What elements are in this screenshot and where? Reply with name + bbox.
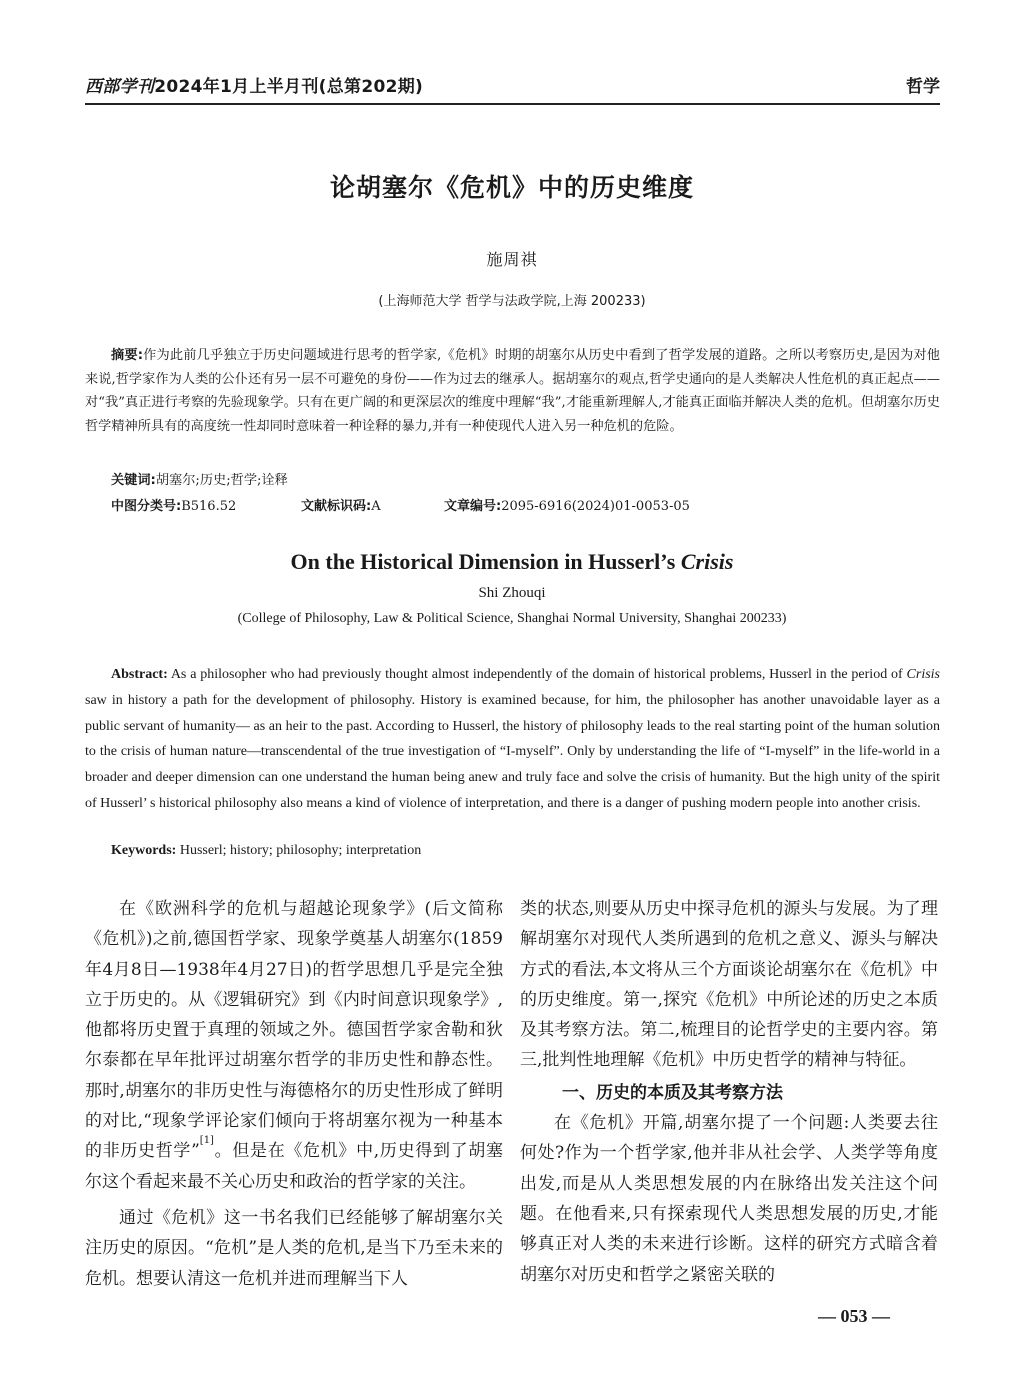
- author-name: 施周祺: [486, 250, 538, 269]
- keywords-english: [111, 843, 421, 859]
- article-number: [444, 495, 690, 514]
- body-paragraph: [85, 894, 503, 1197]
- abstract-en-text-2: saw in history a path for the development of philosophy. History is examined because, for him, the philosopher has another unavoidable layer as a public servant of humanity— as an heir to the past. According to Husserl, the history of philosophy leads to the real starting point of the human solution to the crisis of human nature—transcendental of the true investigation of “I-myself”. Only by understanding the life of “I-myself” in the life-world in a broader and deeper dimension can one understand the human being anew and truly face and solve the crisis of humanity. But the high unity of the spirit of Husserl’ s historical philosophy also means a kind of violence of interpretation, and there is a danger of pushing modern people into another crisis.: [85, 692, 940, 811]
- running-header: [85, 72, 940, 102]
- body-paragraph: 在《危机》开篇,胡塞尔提了一个问题:人类要去往何处?作为一个哲学家,他并非从社会学、人类学等角度出发,而是从人类思想发展的内在脉络出发关注这个问题。在他看来,只有探索现代人类思想发展的历史,才能够真正对人类的未来进行诊断。这样的研究方式暗含着胡塞尔对历史和哲学之紧密关联的: [520, 1113, 938, 1285]
- document-code: [301, 495, 381, 514]
- abstract-cn-text: 作为此前几乎独立于历史问题域进行思考的哲学家,《危机》时期的胡塞尔从历史中看到了哲学发展的道路。之所以考察历史,是因为对他来说,哲学家作为人类的公仆还有另一层不可避免的身份——作为过去的继承人。据胡塞尔的观点,哲学史通向的是人类解决人性危机的真正起点——对“我”真正进行考察的先验现象学。只有在更广阔的和更深层次的维度中理解“我”,才能重新理解人,才能真正面临并解决人类的危机。但胡塞尔历史哲学精神所具有的高度统一性却同时意味着一种诠释的暴力,并有一种使现代人进入另一种危机的危险。: [85, 348, 940, 434]
- en-title-italic: Crisis: [680, 549, 734, 574]
- body-column-right: [520, 894, 938, 1290]
- body-text: 。但是在《危机》中,历史得到了胡塞尔这个看起来最不关心历史和政治的哲学家的关注。: [85, 1141, 503, 1192]
- keywords-en-text: Husserl; history; philosophy; interpretation: [176, 843, 422, 858]
- section-heading: 一、历史的本质及其考察方法: [562, 1082, 783, 1103]
- header-journal-info: [85, 72, 423, 97]
- keywords-en-label: Keywords:: [111, 843, 177, 858]
- en-title-main: On the Historical Dimension in Husserl’s: [290, 549, 681, 574]
- body-paragraph: 通过《危机》这一书名我们已经能够了解胡塞尔关注历史的原因。“危机”是人类的危机,是当下乃至未来的危机。想要认清这一危机并进而理解当下人: [85, 1207, 503, 1289]
- body-paragraph: 类的状态,则要从历史中探寻危机的源头与发展。为了理解胡塞尔对现代人类所遇到的危机之意义、源头与解决方式的看法,本文将从三个方面谈论胡塞尔在《危机》中的历史维度。第一,探究《危机》中所论述的历史之本质及其考察方法。第二,梳理目的论哲学史的主要内容。第三,批判性地理解《危机》中历史哲学的精神与特征。: [520, 899, 938, 1071]
- abstract-cn-label: 摘要:: [111, 348, 143, 363]
- doc-code-value: A: [371, 499, 381, 514]
- article-no-value: 2095-6916(2024)01-0053-05: [501, 499, 690, 514]
- page-number: — 053 —: [818, 1306, 890, 1326]
- body-text: 在《欧洲科学的危机与超越论现象学》(后文简称《危机》)之前,德国哲学家、现象学奠基人胡塞尔(1859年4月8日—1938年4月27日)的哲学思想几乎是完全独立于历史的。从《逻辑研究》到《内时间意识现象学》,他都将历史置于真理的领域之外。德国哲学家舍勒和狄尔泰都在早年批评过胡塞尔哲学的非历史性和静态性。那时,胡塞尔的非历史性与海德格尔的历史性形成了鲜明的对比,“现象学评论家们倾向于将胡塞尔视为一种基本的非历史哲学”: [85, 899, 503, 1162]
- body-column-left: [85, 894, 503, 1294]
- keywords-cn-label: 关键词:: [111, 473, 156, 488]
- journal-name: 西部学刊: [85, 77, 155, 97]
- classification-label: 中图分类号:: [111, 499, 182, 514]
- article-title: 论胡塞尔《危机》中的历史维度: [329, 173, 694, 202]
- abstract-en-italic: Crisis: [906, 667, 940, 682]
- abstract-en-text-1: As a philosopher who had previously thought almost independently of the domain of historical problems, Husserl in the period of: [167, 667, 907, 682]
- classification-value: B516.52: [181, 499, 237, 514]
- keywords-chinese: [111, 469, 288, 488]
- abstract-chinese: [85, 344, 940, 438]
- journal-issue: 2024年1月上半月刊(总第202期): [154, 77, 424, 97]
- abstract-english: [85, 662, 940, 817]
- author-affiliation: (上海师范大学 哲学与法政学院,上海 200233): [378, 294, 646, 309]
- doc-code-label: 文献标识码:: [301, 499, 372, 514]
- header-divider: [85, 103, 940, 105]
- english-affiliation: (College of Philosophy, Law & Political Science, Shanghai Normal University, Shanghai 200233): [237, 611, 787, 626]
- english-title: [0, 549, 1024, 575]
- classification-number: [111, 495, 236, 514]
- abstract-en-label: Abstract:: [111, 667, 168, 682]
- header-section: 哲学: [906, 77, 940, 97]
- english-author: Shi Zhouqi: [478, 585, 546, 601]
- keywords-cn-text: 胡塞尔;历史;哲学;诠释: [155, 473, 288, 488]
- article-no-label: 文章编号:: [444, 499, 502, 514]
- citation-reference: [1]: [199, 1135, 214, 1147]
